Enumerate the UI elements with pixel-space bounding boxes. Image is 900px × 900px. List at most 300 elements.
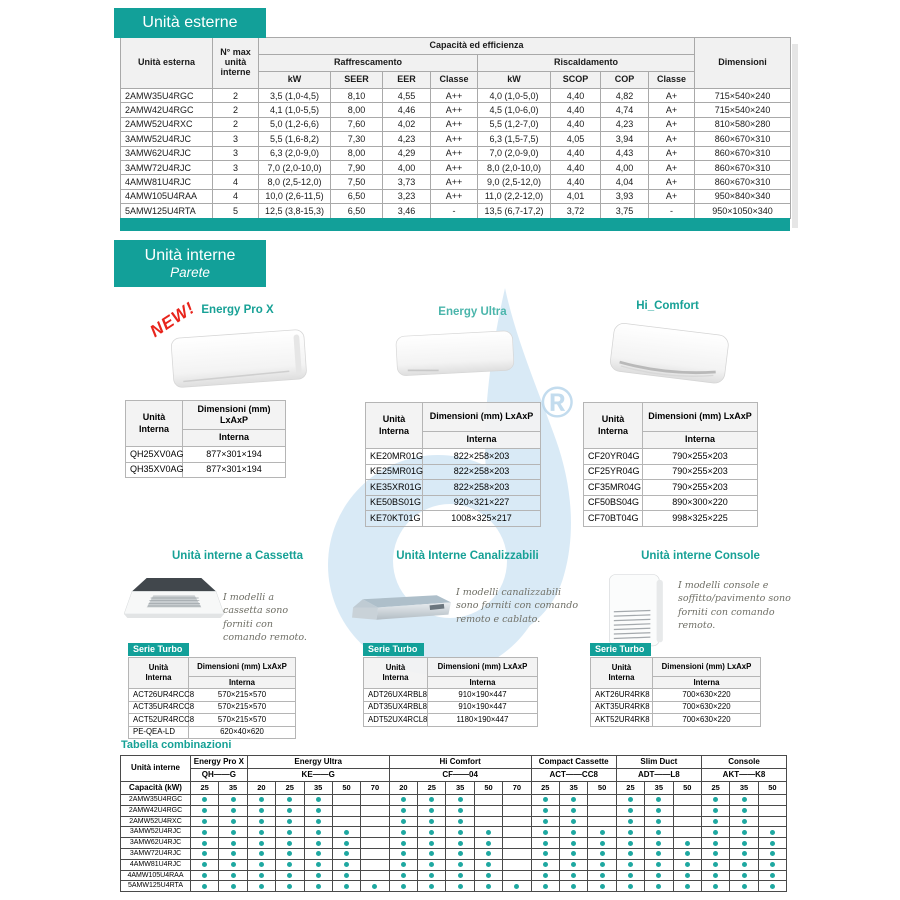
compat-dot [571, 808, 576, 813]
compat-dot [202, 830, 207, 835]
table-cell: 715×540×240 [695, 89, 791, 103]
table-cell: 2 [213, 117, 259, 131]
column-header: kW [478, 72, 551, 89]
dimensions-cell: 822×258×203 [423, 464, 541, 480]
compat-cell [191, 859, 219, 870]
compat-cell [503, 816, 531, 827]
compat-dot [628, 808, 633, 813]
compat-cell [730, 859, 758, 870]
compat-dot [344, 884, 349, 889]
compat-dot [429, 841, 434, 846]
compat-cell [219, 816, 247, 827]
compat-cell [276, 816, 304, 827]
compat-cell [446, 859, 474, 870]
model-cell: KE20MR01G [366, 449, 423, 465]
model-cell: KE50BS01G [366, 495, 423, 511]
dimensions-cell: 890×300×220 [643, 495, 758, 511]
compat-dot [458, 862, 463, 867]
compat-dot [202, 862, 207, 867]
model-cell: ACT52UR4RCC8 [129, 714, 189, 727]
dimensions-cell: 1180×190×447 [428, 714, 538, 727]
table-cell: - [431, 204, 478, 218]
compat-dot [401, 830, 406, 835]
table-cell: 6,3 (2,0-9,0) [259, 146, 331, 160]
compat-cell [503, 795, 531, 806]
energy-ultra-table [365, 402, 541, 527]
compat-dot [713, 851, 718, 856]
compat-dot [628, 884, 633, 889]
compat-dot [742, 862, 747, 867]
table-cell: 4,5 (1,0-6,0) [478, 103, 551, 117]
column-header: Unità Interna [129, 658, 189, 689]
console-table [590, 657, 761, 727]
compat-dot [685, 884, 690, 889]
compat-cell [389, 848, 417, 859]
compat-cell [645, 827, 673, 838]
compat-cell [730, 795, 758, 806]
table-cell: 5 [213, 204, 259, 218]
column-header: Unità Interna [584, 403, 643, 449]
compat-dot [316, 819, 321, 824]
dimensions-cell: 822×258×203 [423, 449, 541, 465]
table-cell: A+ [649, 89, 695, 103]
table-cell: 4,40 [551, 160, 601, 174]
model-cell: CF35MR04G [584, 480, 643, 496]
compat-dot [316, 873, 321, 878]
compat-dot [429, 797, 434, 802]
compat-cell [758, 881, 786, 892]
header-row [121, 756, 787, 769]
compat-dot [543, 851, 548, 856]
table-row [121, 132, 791, 146]
compat-cell [560, 838, 588, 849]
compat-cell [474, 805, 502, 816]
table-cell: A++ [431, 146, 478, 160]
table-row [129, 714, 296, 727]
compat-cell [474, 848, 502, 859]
compat-dot [713, 841, 718, 846]
column-header: Interna [183, 430, 286, 447]
header-row [121, 782, 787, 795]
compat-dot [231, 841, 236, 846]
serie-turbo-tab: Serie Turbo [363, 643, 424, 656]
compat-cell [389, 838, 417, 849]
compat-cell [304, 827, 332, 838]
compat-dot [571, 884, 576, 889]
compat-cell [276, 805, 304, 816]
compat-cell [332, 848, 360, 859]
compat-dot [486, 862, 491, 867]
table-cell: 6,50 [331, 189, 383, 203]
table-cell: 4,04 [601, 175, 649, 189]
compat-cell [474, 816, 502, 827]
table-cell: 3,5 (1,0-4,5) [259, 89, 331, 103]
compat-dot [458, 884, 463, 889]
compat-cell [673, 859, 701, 870]
table-cell: 4,46 [383, 103, 431, 117]
compat-dot [628, 851, 633, 856]
table-cell: 4,43 [601, 146, 649, 160]
dimensions-cell: 877×301×194 [183, 447, 286, 463]
compat-dot [742, 797, 747, 802]
compat-cell [418, 816, 446, 827]
outdoor-table-body [121, 89, 791, 219]
table-cell: 6,3 (1,5-7,5) [478, 132, 551, 146]
compat-cell [304, 881, 332, 892]
column-header: Interna [189, 677, 296, 689]
compat-cell [531, 838, 559, 849]
compat-dot [344, 862, 349, 867]
compat-dot [458, 841, 463, 846]
table-cell: 4,1 (1,0-5,5) [259, 103, 331, 117]
compat-cell [503, 859, 531, 870]
compat-cell [304, 859, 332, 870]
dimensions-cell: 1008×325×217 [423, 511, 541, 527]
compat-cell [332, 881, 360, 892]
table-row [121, 795, 787, 806]
compat-cell [701, 859, 729, 870]
compat-dot [713, 884, 718, 889]
compat-dot [713, 797, 718, 802]
compat-cell [446, 870, 474, 881]
table-cell: 4,23 [601, 117, 649, 131]
table-cell: 860×670×310 [695, 146, 791, 160]
compat-dot [287, 851, 292, 856]
table-cell: 4,01 [551, 189, 601, 203]
compat-cell [219, 805, 247, 816]
compat-dot [259, 819, 264, 824]
compat-dot [202, 819, 207, 824]
table-row [366, 480, 541, 496]
compat-cell [616, 870, 644, 881]
table-cell: - [649, 204, 695, 218]
table-cell: 3,73 [383, 175, 431, 189]
compat-cell [531, 827, 559, 838]
capacity-header: 70 [361, 782, 389, 795]
compat-dot [770, 884, 775, 889]
compat-cell [389, 881, 417, 892]
compat-cell [247, 827, 275, 838]
series-code-header: QH——G [191, 769, 248, 782]
compat-dot [571, 819, 576, 824]
energy-pro-x-table-body [126, 447, 286, 478]
hi-comfort-table [583, 402, 758, 527]
dimensions-cell: 570×215×570 [189, 689, 296, 702]
table-row [121, 146, 791, 160]
compat-cell [560, 816, 588, 827]
capacity-header: 25 [418, 782, 446, 795]
table-cell: 4,00 [383, 160, 431, 174]
model-cell: QH35XV0AG [126, 462, 183, 478]
compat-dot [259, 873, 264, 878]
table-row [121, 838, 787, 849]
table-row [121, 816, 787, 827]
compat-cell [332, 827, 360, 838]
table-cell: A++ [431, 89, 478, 103]
compat-cell [474, 838, 502, 849]
compat-dot [656, 797, 661, 802]
table-cell: 5,5 (1,6-8,2) [259, 132, 331, 146]
capacity-header: 50 [474, 782, 502, 795]
compat-dot [259, 797, 264, 802]
compat-cell [361, 870, 389, 881]
product-heading-energy-pro-x: Energy Pro X [201, 304, 274, 316]
table-cell: 7,0 (2,0-9,0) [478, 146, 551, 160]
duct-unit-image [350, 583, 452, 635]
compat-dot [600, 830, 605, 835]
column-header: Raffrescamento [259, 55, 478, 72]
compat-dot [429, 819, 434, 824]
compat-cell [276, 795, 304, 806]
table-cell: A++ [431, 103, 478, 117]
compat-dot [429, 884, 434, 889]
compat-dot [287, 841, 292, 846]
compat-dot [231, 797, 236, 802]
column-header: Dimensioni (mm) LxAxP [643, 403, 758, 432]
series-code-header: KE——G [247, 769, 389, 782]
compat-dot [401, 851, 406, 856]
compat-dot [713, 819, 718, 824]
compat-dot [401, 797, 406, 802]
compat-cell [531, 795, 559, 806]
cassette-table [128, 657, 296, 739]
compat-dot [600, 862, 605, 867]
capacity-header: 35 [730, 782, 758, 795]
compat-cell [701, 870, 729, 881]
compat-cell [446, 805, 474, 816]
compat-dot [656, 808, 661, 813]
compat-cell [389, 795, 417, 806]
compat-cell [701, 881, 729, 892]
column-header: Dimensioni (mm) LxAxP [423, 403, 541, 432]
compat-cell [616, 816, 644, 827]
compat-cell [588, 795, 616, 806]
compat-dot [287, 819, 292, 824]
compat-dot [458, 851, 463, 856]
compat-cell [219, 881, 247, 892]
compat-cell [191, 838, 219, 849]
teal-divider-bar [120, 218, 790, 231]
dimensions-cell: 700×630×220 [653, 701, 761, 714]
compat-cell [474, 870, 502, 881]
table-row [364, 701, 538, 714]
dimensions-cell: 570×215×570 [189, 701, 296, 714]
column-header: Interna [428, 677, 538, 689]
column-header: Unità Interna [366, 403, 423, 449]
compat-cell [531, 859, 559, 870]
duct-note: I modelli canalizzabili sono forniti con comando remoto e cablato. [456, 587, 579, 625]
column-header: Dimensioni (mm) LxAxP [189, 658, 296, 677]
table-row [121, 160, 791, 174]
table-row [366, 464, 541, 480]
column-header: Interna [653, 677, 761, 689]
compat-dot [543, 873, 548, 878]
model-cell: KE70KT01G [366, 511, 423, 527]
model-cell: CF25YR04G [584, 464, 643, 480]
compat-dot [287, 873, 292, 878]
compat-cell [446, 827, 474, 838]
table-cell: 4AMW81U4RJC [121, 175, 213, 189]
compat-cell [446, 848, 474, 859]
compat-dot [486, 884, 491, 889]
compat-cell [247, 859, 275, 870]
compat-cell [446, 795, 474, 806]
compat-cell [503, 805, 531, 816]
column-header: Interna [423, 432, 541, 449]
compat-cell [616, 859, 644, 870]
series-code-header: ADT——L8 [616, 769, 701, 782]
capacity-header: 20 [389, 782, 417, 795]
compat-cell [588, 838, 616, 849]
compat-dot [742, 884, 747, 889]
compat-dot [231, 873, 236, 878]
compat-cell [645, 881, 673, 892]
table-cell: 4,40 [551, 117, 601, 131]
compat-cell [503, 870, 531, 881]
column-header: Unità interne [121, 756, 191, 782]
compat-cell [361, 795, 389, 806]
compat-cell [758, 805, 786, 816]
table-cell: A+ [649, 117, 695, 131]
compat-cell [730, 827, 758, 838]
compat-cell [474, 827, 502, 838]
column-header: SEER [331, 72, 383, 89]
dimensions-cell: 790×255×203 [643, 449, 758, 465]
model-cell: ACT26UR4RCC8 [129, 689, 189, 702]
compat-cell [247, 816, 275, 827]
table-cell: 3 [213, 132, 259, 146]
compat-dot [571, 862, 576, 867]
table-cell: 5,5 (1,2-7,0) [478, 117, 551, 131]
compat-cell [673, 870, 701, 881]
compat-cell [758, 838, 786, 849]
compat-cell [389, 859, 417, 870]
table-cell: 3AMW72U4RJC [121, 160, 213, 174]
dimensions-cell: 920×321×227 [423, 495, 541, 511]
compat-cell [730, 838, 758, 849]
model-cell: AKT35UR4RK8 [591, 701, 653, 714]
compat-dot [231, 808, 236, 813]
compat-dot [287, 862, 292, 867]
compat-dot [344, 841, 349, 846]
compat-dot [316, 884, 321, 889]
compat-dot [231, 830, 236, 835]
table-row [121, 827, 787, 838]
compat-dot [202, 797, 207, 802]
table-cell: 8,0 (2,0-10,0) [478, 160, 551, 174]
table-row [129, 701, 296, 714]
table-cell: 3AMW62U4RJC [121, 146, 213, 160]
capacity-header: 25 [616, 782, 644, 795]
column-header: Dimensioni (mm) LxAxP [653, 658, 761, 677]
table-row [121, 870, 787, 881]
compat-cell [701, 805, 729, 816]
compat-dot [401, 841, 406, 846]
compat-cell [276, 827, 304, 838]
table-row [591, 701, 761, 714]
table-cell: 7,0 (2,0-10,0) [259, 160, 331, 174]
compat-dot [770, 841, 775, 846]
table-cell: 8,00 [331, 146, 383, 160]
table-row [121, 848, 787, 859]
compat-cell [588, 816, 616, 827]
compat-cell [474, 795, 502, 806]
compat-cell [389, 805, 417, 816]
compat-cell [701, 816, 729, 827]
table-cell: 4,74 [601, 103, 649, 117]
cassette-unit-image [124, 567, 224, 637]
compat-cell [645, 870, 673, 881]
column-header: Riscaldamento [478, 55, 695, 72]
outdoor-table-header [121, 38, 791, 89]
compat-cell [560, 848, 588, 859]
console-note: I modelli console e soffitto/pavimento sono forniti con comando remoto. [678, 580, 791, 631]
compat-dot [571, 873, 576, 878]
table-cell: A+ [649, 189, 695, 203]
compat-cell [616, 795, 644, 806]
model-cell: ADT26UX4RBL8 [364, 689, 428, 702]
series-header: Compact Cassette [531, 756, 616, 769]
compat-cell [616, 881, 644, 892]
compat-dot [259, 884, 264, 889]
compat-cell [219, 827, 247, 838]
table-cell: 3,94 [601, 132, 649, 146]
model-cell: ACT35UR4RCC8 [129, 701, 189, 714]
section-heading-cassetta: Unità interne a Cassetta [171, 550, 303, 562]
compat-cell [616, 838, 644, 849]
table-cell: A++ [431, 117, 478, 131]
indoor-section-title [114, 240, 266, 287]
compat-cell [560, 805, 588, 816]
compat-dot [486, 873, 491, 878]
compat-dot [401, 808, 406, 813]
compat-cell [588, 870, 616, 881]
compat-dot [742, 841, 747, 846]
column-header: Unità Interna [591, 658, 653, 689]
compat-cell [418, 881, 446, 892]
compat-dot [770, 862, 775, 867]
compat-cell [531, 805, 559, 816]
model-cell: 2AMW35U4RGC [121, 795, 191, 806]
compat-cell [560, 795, 588, 806]
compat-cell [276, 881, 304, 892]
model-cell: AKT26UR4RK8 [591, 689, 653, 702]
model-cell: 2AMW42U4RGC [121, 805, 191, 816]
table-cell: A++ [431, 160, 478, 174]
model-cell: 4AMW81U4RJC [121, 859, 191, 870]
compat-dot [259, 830, 264, 835]
compat-cell [418, 848, 446, 859]
compat-cell [247, 805, 275, 816]
table-cell: 8,10 [331, 89, 383, 103]
compat-cell [418, 870, 446, 881]
model-cell: AKT52UR4RK8 [591, 714, 653, 727]
compat-cell [758, 795, 786, 806]
compat-dot [401, 819, 406, 824]
table-cell: 4,55 [383, 89, 431, 103]
table-row [121, 117, 791, 131]
compat-cell [276, 848, 304, 859]
table-cell: A+ [649, 160, 695, 174]
table-row [584, 480, 758, 496]
compat-cell [560, 870, 588, 881]
column-header: kW [259, 72, 331, 89]
compat-cell [673, 816, 701, 827]
compat-cell [389, 827, 417, 838]
compat-dot [713, 862, 718, 867]
compat-dot [543, 830, 548, 835]
compat-cell [730, 870, 758, 881]
